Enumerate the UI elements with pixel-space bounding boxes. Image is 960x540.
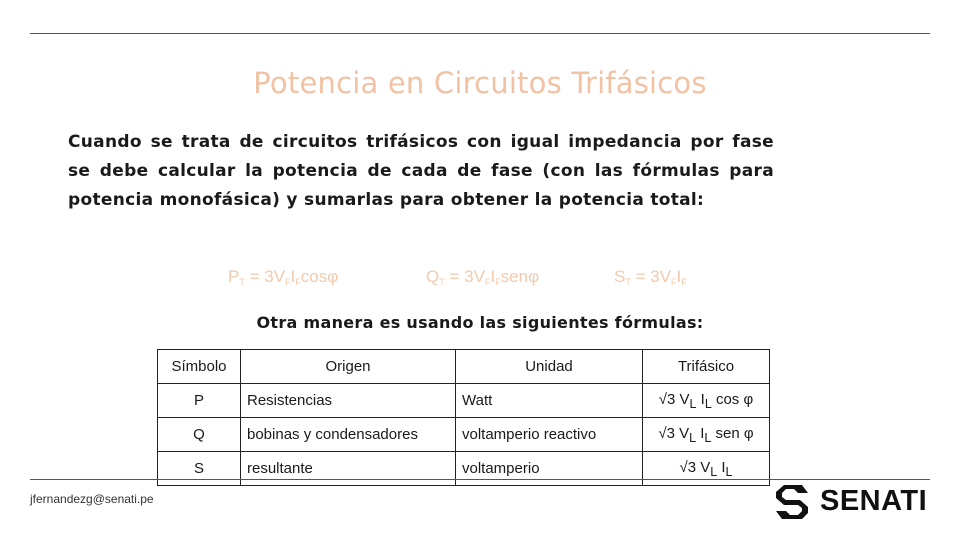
table-row [158, 452, 770, 486]
formula-subscript: F [484, 277, 491, 287]
formula-eq: = 3V [244, 267, 286, 286]
tri-root: √3 V [658, 390, 690, 408]
slide-title: Potencia en Circuitos Trifásicos [253, 66, 707, 100]
formula-current: I [490, 267, 496, 286]
power-table [157, 349, 770, 486]
tri-subscript: L [704, 396, 712, 411]
formula-p [228, 267, 338, 287]
cell-unit: voltamperio [456, 452, 643, 486]
formula-phi: φ [327, 267, 339, 286]
cell-three-phase [643, 418, 770, 452]
cell-three-phase [643, 452, 770, 486]
header-unit: Unidad [456, 350, 643, 384]
tri-subscript: L [689, 396, 697, 411]
formula-symbol: S [614, 267, 626, 286]
formula-subscript: T [625, 277, 631, 287]
intro-paragraph: Cuando se trata de circuitos trifásicos con igual impedancia por fase se debe calcular la potencia de cada de fase (con las fórmulas para potencia monofásica) y sumarlas para obtener la potencia total: [68, 132, 774, 210]
cell-unit: voltamperio reactivo [456, 418, 643, 452]
formula-subscript: T [439, 277, 445, 287]
formula-symbol: P [228, 267, 240, 286]
formula-subscript: F [295, 277, 301, 287]
formula-trig: sen [500, 267, 529, 286]
tri-trig: cos φ [711, 390, 754, 408]
tri-current: I [696, 424, 705, 442]
senati-logo [772, 481, 927, 521]
header-three-phase: Trifásico [643, 350, 770, 384]
formula-subscript: F [285, 277, 291, 287]
senati-logo-icon [772, 481, 812, 521]
cell-origin: bobinas y condensadores [241, 418, 456, 452]
formula-trig: cos [300, 267, 328, 286]
footer-email: jfernandezg@senati.pe [30, 492, 154, 506]
bottom-divider [30, 479, 930, 480]
formula-subscript: F [671, 277, 677, 287]
tri-root: √3 V [679, 458, 711, 476]
header-symbol: Símbolo [158, 350, 241, 384]
formula-eq: = 3V [444, 267, 485, 286]
formula-current: I [676, 267, 682, 286]
cell-symbol: P [158, 384, 241, 418]
table-row [158, 384, 770, 418]
formula-current: I [290, 267, 296, 286]
cell-origin: Resistencias [241, 384, 456, 418]
formula-s [614, 267, 687, 287]
formula-symbol: Q [426, 267, 440, 286]
cell-unit: Watt [456, 384, 643, 418]
senati-logo-text: SENATI [820, 484, 928, 517]
table-row [158, 418, 770, 452]
tri-subscript: L [689, 430, 697, 445]
formula-subscript: T [239, 277, 245, 287]
header-origin: Origen [241, 350, 456, 384]
formula-subscript: F [495, 277, 501, 287]
tri-root: √3 V [658, 424, 690, 442]
tri-trig: sen φ [711, 424, 754, 442]
tri-current: I [696, 390, 705, 408]
table-header-row [158, 350, 770, 384]
cell-three-phase [643, 384, 770, 418]
tri-subscript: L [710, 464, 718, 479]
top-divider [30, 33, 930, 34]
formulas-subtitle: Otra manera es usando las siguientes fórmulas: [256, 313, 704, 332]
cell-symbol: Q [158, 418, 241, 452]
cell-origin: resultante [241, 452, 456, 486]
formula-row [0, 267, 960, 291]
formula-subscript: F [681, 277, 687, 287]
tri-subscript: L [704, 430, 712, 445]
formula-eq: = 3V [630, 267, 672, 286]
tri-subscript: L [725, 464, 733, 479]
cell-symbol: S [158, 452, 241, 486]
formula-q [426, 267, 539, 287]
tri-current: I [717, 458, 726, 476]
formula-phi: φ [528, 267, 540, 286]
